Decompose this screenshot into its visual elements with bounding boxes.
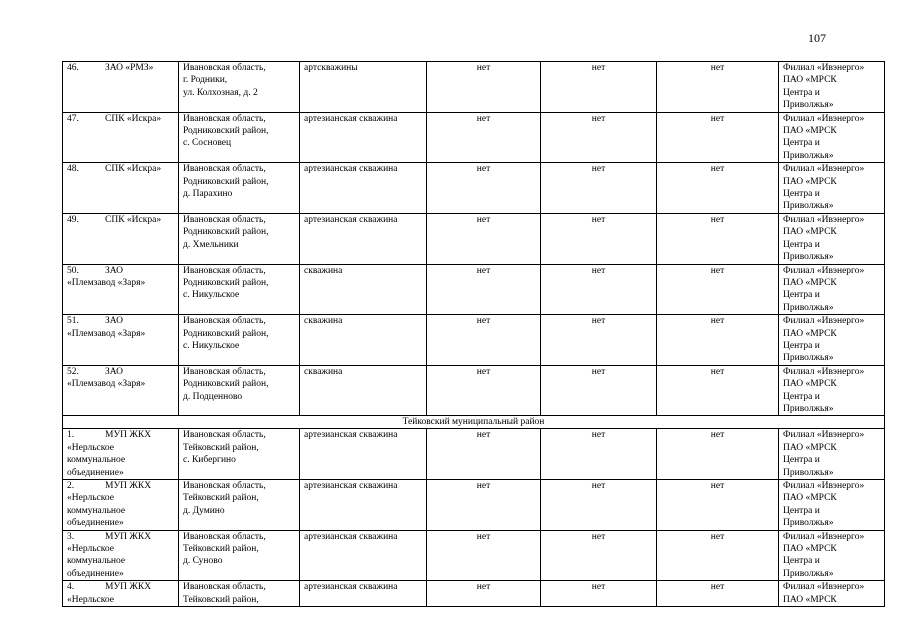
supplier-line: ПАО «МРСК (783, 442, 837, 453)
address-cell (179, 264, 300, 315)
organization-name: коммунальное (67, 556, 126, 567)
organization-name: «Нерльское (67, 544, 114, 555)
supplier-line: ПАО «МРСК (783, 594, 837, 605)
supplier-line: Филиал «Ивэнерго» (783, 63, 865, 73)
source-type-cell: скважина (300, 315, 427, 366)
row-number: 50. (67, 265, 79, 276)
source-type-cell: скважина (300, 264, 427, 315)
address-line: ул. Колхозная, д. 2 (183, 87, 258, 98)
supplier-line: Филиал «Ивэнерго» (783, 265, 865, 276)
organization-name: «Нерльское (67, 594, 114, 605)
supplier-line: Приволжья» (783, 252, 834, 263)
value-cell: нет (427, 213, 541, 264)
supplier-line: Центра и (783, 189, 820, 200)
source-type-cell: артезианская скважина (300, 112, 427, 163)
address-cell (179, 315, 300, 366)
address-line: Ивановская область, (183, 430, 266, 441)
organization-name: МУП ЖКХ (105, 481, 152, 491)
supplier-line: Филиал «Ивэнерго» (783, 430, 865, 441)
supplier-line: ПАО «МРСК (783, 328, 837, 339)
organization-name: «Племзавод «Заря» (67, 328, 146, 339)
value-cell: нет (541, 112, 657, 163)
organization-name: СПК «Искра» (105, 164, 162, 175)
supplier-line: Центра и (783, 239, 820, 250)
address-line: Тейковский район, (183, 544, 259, 555)
supplier-line: ПАО «МРСК (783, 176, 837, 187)
organization-name: ЗАО «РМЗ» (105, 63, 154, 73)
address-line: д. Думино (183, 505, 225, 516)
value-cell: нет (541, 315, 657, 366)
supplier-line: Центра и (783, 455, 820, 466)
address-line: Тейковский район, (183, 493, 259, 504)
address-line: Ивановская область, (183, 63, 266, 73)
address-line: г. Родники, (183, 75, 228, 86)
value-cell: нет (541, 213, 657, 264)
supplier-line: Приволжья» (783, 403, 834, 414)
row-number: 3. (67, 531, 75, 542)
page-number: 107 (808, 31, 826, 45)
organization-name: МУП ЖКХ (105, 430, 152, 441)
organization-name: объединение» (67, 568, 124, 579)
supplier-cell (779, 480, 885, 531)
address-line: Родниковский район, (183, 379, 269, 390)
supplier-line: Центра и (783, 556, 820, 567)
address-cell (179, 112, 300, 163)
organization-name: «Нерльское (67, 442, 114, 453)
row-number: 48. (67, 164, 79, 175)
supplier-cell (779, 365, 885, 416)
value-cell: нет (427, 112, 541, 163)
organization-name: объединение» (67, 467, 124, 478)
section-row (63, 416, 885, 429)
table-row (63, 480, 885, 531)
address-line: Родниковский район, (183, 328, 269, 339)
supplier-line: Центра и (783, 391, 820, 402)
row-number: 46. (67, 63, 79, 73)
supplier-line: ПАО «МРСК (783, 493, 837, 504)
value-cell: нет (657, 264, 779, 315)
value-cell: нет (657, 530, 779, 581)
row-number: 47. (67, 113, 79, 124)
supplier-line: Приволжья» (783, 302, 834, 313)
organization-name: ЗАО (105, 265, 124, 276)
value-cell: нет (541, 429, 657, 480)
organization-name: ЗАО (105, 316, 124, 327)
address-line: Ивановская область, (183, 582, 266, 593)
supplier-line: Центра и (783, 340, 820, 351)
supplier-line: ПАО «МРСК (783, 277, 837, 288)
address-line: Родниковский район, (183, 277, 269, 288)
value-cell: нет (541, 530, 657, 581)
value-cell: нет (657, 62, 779, 113)
supplier-line: ПАО «МРСК (783, 227, 837, 238)
source-type-cell: артезианская скважина (300, 213, 427, 264)
supplier-cell (779, 112, 885, 163)
value-cell: нет (657, 429, 779, 480)
address-line: Тейковский район, (183, 594, 259, 605)
address-line: Ивановская область, (183, 113, 266, 124)
supplier-line: Центра и (783, 87, 820, 98)
supplier-line: Приволжья» (783, 201, 834, 212)
supplier-line: Филиал «Ивэнерго» (783, 366, 865, 377)
organization-name: объединение» (67, 518, 124, 529)
section-title: Тейковский муниципальный район (63, 416, 885, 429)
row-number: 51. (67, 316, 79, 327)
value-cell: нет (657, 163, 779, 214)
table-row (63, 429, 885, 480)
supplier-line: Приволжья» (783, 100, 834, 111)
organization-name: «Племзавод «Заря» (67, 379, 146, 390)
value-cell: нет (427, 581, 541, 607)
supplier-cell (779, 264, 885, 315)
organization-name: МУП ЖКХ (105, 531, 152, 542)
value-cell: нет (657, 213, 779, 264)
address-line: д. Суново (183, 556, 223, 567)
address-cell (179, 62, 300, 113)
supplier-line: Приволжья» (783, 518, 834, 529)
supplier-line: ПАО «МРСК (783, 544, 837, 555)
supplier-line: Филиал «Ивэнерго» (783, 316, 865, 327)
source-type-cell: артезианская скважина (300, 429, 427, 480)
table-row (63, 62, 885, 113)
value-cell: нет (657, 365, 779, 416)
organization-name: СПК «Искра» (105, 113, 162, 124)
facilities-table (62, 61, 885, 607)
value-cell: нет (427, 365, 541, 416)
organization-cell (63, 365, 179, 416)
organization-name: МУП ЖКХ (105, 582, 152, 593)
supplier-line: Филиал «Ивэнерго» (783, 113, 865, 124)
address-line: д. Парахино (183, 189, 233, 200)
address-cell (179, 581, 300, 607)
address-cell (179, 530, 300, 581)
address-line: Родниковский район, (183, 176, 269, 187)
organization-cell (63, 581, 179, 607)
address-cell (179, 480, 300, 531)
table-row (63, 530, 885, 581)
organization-name: «Нерльское (67, 493, 114, 504)
supplier-line: Центра и (783, 505, 820, 516)
supplier-line: Центра и (783, 290, 820, 301)
value-cell: нет (541, 480, 657, 531)
supplier-line: Центра и (783, 138, 820, 149)
supplier-line: Филиал «Ивэнерго» (783, 481, 865, 491)
table-row (63, 163, 885, 214)
address-cell (179, 163, 300, 214)
value-cell: нет (541, 365, 657, 416)
value-cell: нет (427, 429, 541, 480)
address-line: д. Подценново (183, 391, 243, 402)
address-line: с. Сосновец (183, 138, 232, 149)
supplier-line: Филиал «Ивэнерго» (783, 531, 865, 542)
row-number: 52. (67, 366, 79, 377)
address-line: Ивановская область, (183, 316, 266, 327)
value-cell: нет (657, 112, 779, 163)
value-cell: нет (657, 480, 779, 531)
value-cell: нет (427, 315, 541, 366)
value-cell: нет (541, 581, 657, 607)
source-type-cell: артскважины (300, 62, 427, 113)
table-row (63, 264, 885, 315)
value-cell: нет (541, 264, 657, 315)
address-line: Родниковский район, (183, 126, 269, 137)
supplier-line: ПАО «МРСК (783, 75, 837, 86)
supplier-line: ПАО «МРСК (783, 126, 837, 137)
organization-name: коммунальное (67, 505, 126, 516)
organization-cell (63, 62, 179, 113)
organization-cell (63, 163, 179, 214)
value-cell: нет (427, 163, 541, 214)
organization-cell (63, 480, 179, 531)
supplier-line: Приволжья» (783, 353, 834, 364)
organization-cell (63, 429, 179, 480)
supplier-cell (779, 530, 885, 581)
supplier-cell (779, 213, 885, 264)
supplier-cell (779, 163, 885, 214)
supplier-cell (779, 581, 885, 607)
supplier-cell (779, 62, 885, 113)
organization-cell (63, 213, 179, 264)
organization-name: коммунальное (67, 455, 126, 466)
supplier-line: Приволжья» (783, 467, 834, 478)
value-cell: нет (427, 530, 541, 581)
source-type-cell: артезианская скважина (300, 530, 427, 581)
source-type-cell: артезианская скважина (300, 163, 427, 214)
organization-cell (63, 112, 179, 163)
organization-name: ЗАО (105, 366, 124, 377)
address-line: с. Никульское (183, 340, 240, 351)
row-number: 4. (67, 582, 75, 593)
supplier-line: ПАО «МРСК (783, 379, 837, 390)
table-row (63, 315, 885, 366)
row-number: 49. (67, 214, 79, 225)
source-type-cell: артезианская скважина (300, 480, 427, 531)
supplier-line: Филиал «Ивэнерго» (783, 214, 865, 225)
address-cell (179, 213, 300, 264)
supplier-cell (779, 315, 885, 366)
value-cell: нет (427, 264, 541, 315)
supplier-line: Приволжья» (783, 568, 834, 579)
address-line: Ивановская область, (183, 214, 266, 225)
table-row (63, 213, 885, 264)
address-line: Тейковский район, (183, 442, 259, 453)
organization-name: «Племзавод «Заря» (67, 277, 146, 288)
value-cell: нет (541, 62, 657, 113)
address-line: Ивановская область, (183, 265, 266, 276)
address-line: Ивановская область, (183, 366, 266, 377)
supplier-line: Филиал «Ивэнерго» (783, 582, 865, 593)
table-row (63, 581, 885, 607)
address-line: с. Кибергино (183, 455, 236, 466)
value-cell: нет (657, 315, 779, 366)
address-cell (179, 429, 300, 480)
supplier-line: Приволжья» (783, 150, 834, 161)
address-line: с. Никульское (183, 290, 240, 301)
supplier-line: Филиал «Ивэнерго» (783, 164, 865, 175)
supplier-cell (779, 429, 885, 480)
table-row (63, 365, 885, 416)
organization-cell (63, 264, 179, 315)
row-number: 2. (67, 481, 75, 491)
source-type-cell: скважина (300, 365, 427, 416)
address-line: Ивановская область, (183, 531, 266, 542)
value-cell: нет (427, 62, 541, 113)
organization-name: СПК «Искра» (105, 214, 162, 225)
source-type-cell: артезианская скважина (300, 581, 427, 607)
address-cell (179, 365, 300, 416)
table-row (63, 112, 885, 163)
address-line: Родниковский район, (183, 227, 269, 238)
organization-cell (63, 315, 179, 366)
address-line: Ивановская область, (183, 164, 266, 175)
address-line: Ивановская область, (183, 481, 266, 491)
organization-cell (63, 530, 179, 581)
value-cell: нет (427, 480, 541, 531)
row-number: 1. (67, 430, 75, 441)
value-cell: нет (657, 581, 779, 607)
value-cell: нет (541, 163, 657, 214)
address-line: д. Хмельники (183, 239, 239, 250)
